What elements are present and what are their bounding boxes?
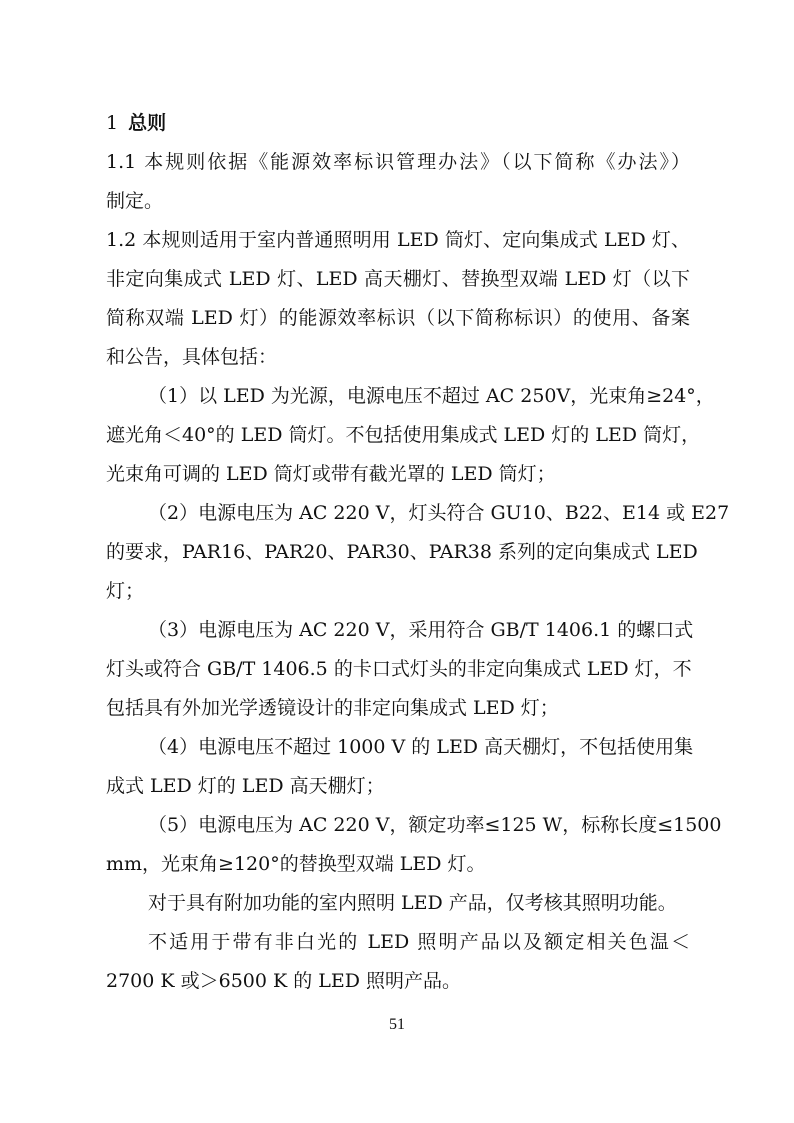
text-line: （4）电源电压不超过 1000 V 的 LED 高天棚灯，不包括使用集 (148, 736, 694, 758)
text-line: 1.2 本规则适用于室内普通照明用 LED 筒灯、定向集成式 LED 灯、 (106, 229, 690, 251)
section-number: 1 (106, 112, 119, 134)
section-heading (106, 104, 690, 143)
text-line: （3）电源电压为 AC 220 V，采用符合 GB/T 1406.1 的螺口式 (148, 619, 694, 641)
text-line: 包括具有外加光学透镜设计的非定向集成式 LED 灯； (106, 697, 559, 719)
text-line: （5）电源电压为 AC 220 V，额定功率≤125 W，标称长度≤1500 (148, 814, 722, 836)
text-line: 不适用于带有非白光的 LED 照明产品以及额定相关色温＜ (148, 931, 690, 953)
text-line: 成式 LED 灯的 LED 高天棚灯； (106, 775, 385, 797)
text-line: 对于具有附加功能的室内照明 LED 产品，仅考核其照明功能。 (148, 892, 677, 914)
text-line: 遮光角＜40°的 LED 筒灯。不包括使用集成式 LED 灯的 LED 筒灯， (106, 424, 701, 446)
text-line: 1.1 本规则依据《能源效率标识管理办法》（以下简称《办法》） (106, 151, 690, 173)
text-line: 2700 K 或＞6500 K 的 LED 照明产品。 (106, 970, 462, 992)
text-line: 制定。 (106, 190, 164, 212)
text-line: mm，光束角≥120°的替换型双端 LED 灯。 (106, 853, 486, 875)
text-line: 简称双端 LED 灯）的能源效率标识（以下简称标识）的使用、备案 (106, 307, 690, 329)
text-line: （1）以 LED 为光源，电源电压不超过 AC 250V，光束角≥24°， (148, 385, 715, 407)
text-line: 的要求，PAR16、PAR20、PAR30、PAR38 系列的定向集成式 LED (106, 541, 698, 563)
page-number: 51 (389, 1016, 405, 1033)
text-line: 光束角可调的 LED 筒灯或带有截光罩的 LED 筒灯； (106, 463, 556, 485)
text-line: 和公告，具体包括： (106, 346, 278, 368)
text-line: （2）电源电压为 AC 220 V，灯头符合 GU10、B22、E14 或 E27 (148, 502, 730, 524)
document-body (106, 104, 730, 1001)
section-title: 总则 (128, 112, 167, 134)
text-line: 灯； (106, 580, 145, 602)
text-line: 非定向集成式 LED 灯、LED 高天棚灯、替换型双端 LED 灯（以下 (106, 268, 690, 290)
text-line: 灯头或符合 GB/T 1406.5 的卡口式灯头的非定向集成式 LED 灯，不 (106, 658, 692, 680)
